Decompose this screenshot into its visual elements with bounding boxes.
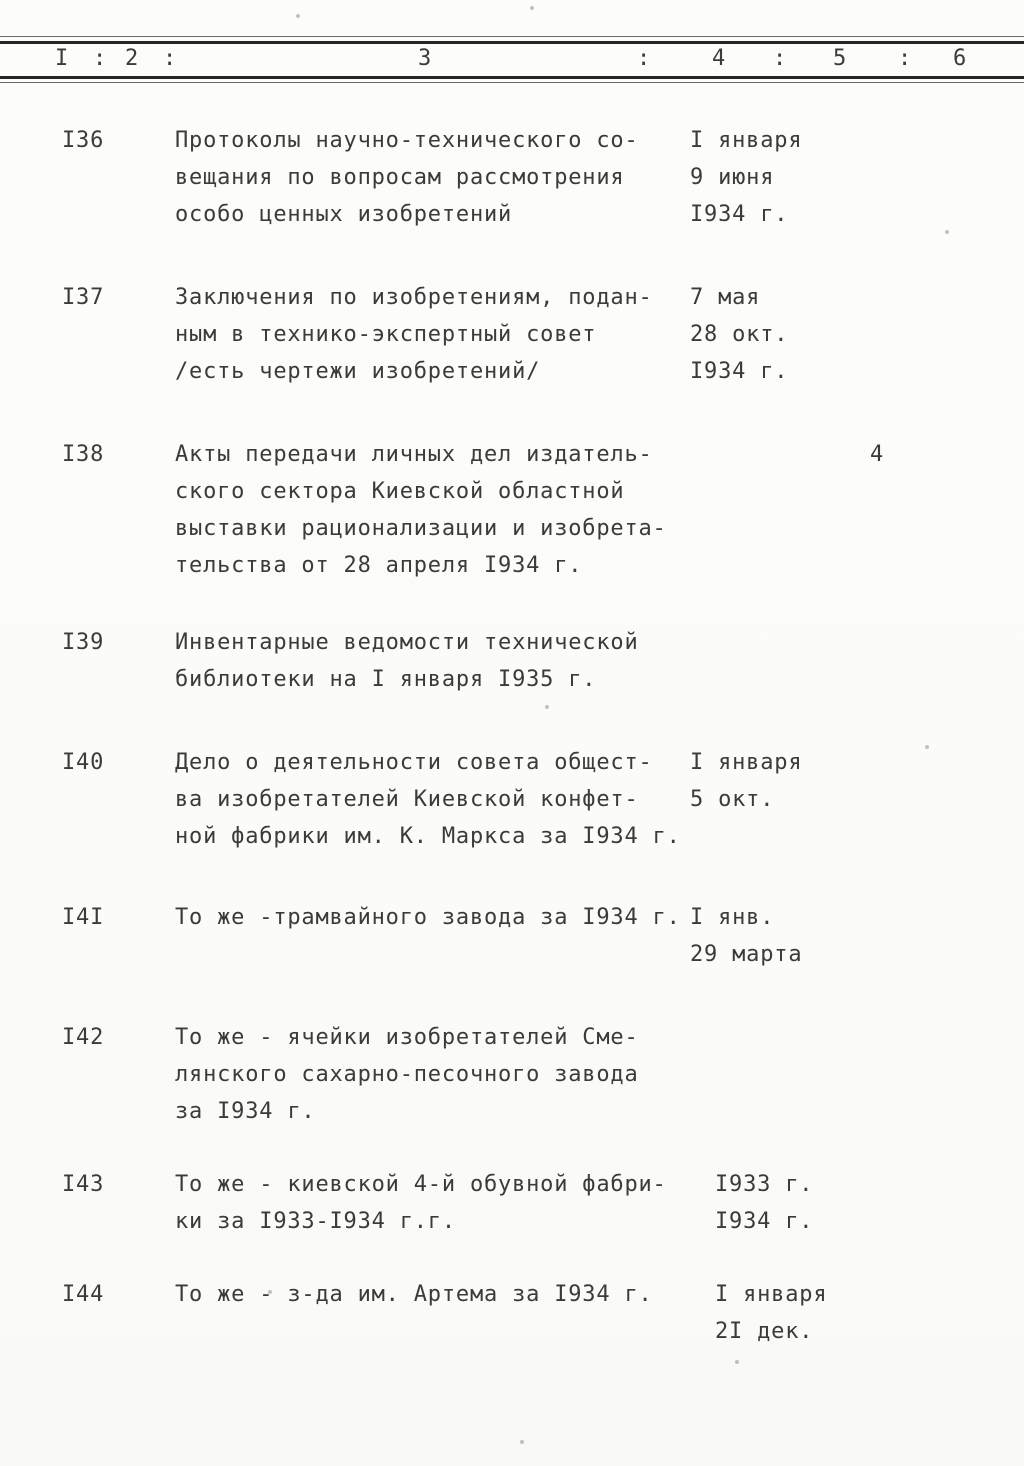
header-rule-bottom-thin: [0, 82, 1024, 83]
scan-noise-dot: [945, 230, 949, 234]
item-number: I4I: [62, 905, 105, 930]
date-line: I янв.: [690, 905, 775, 930]
column-label-2: 2: [125, 46, 140, 71]
description-line: Инвентарные ведомости технической: [175, 630, 639, 655]
description-line: ным в технико-экспертный совет: [175, 322, 597, 347]
item-description: [175, 899, 690, 936]
item-description: [175, 122, 690, 233]
description-line: Заключения по изобретениям, подан-: [175, 285, 653, 310]
column-label-6: 6: [953, 46, 968, 71]
description-line: То же - ячейки изобретателей Сме-: [175, 1025, 639, 1050]
date-line: 29 марта: [690, 942, 803, 967]
item-dates: [690, 122, 860, 233]
item-number: I44: [62, 1282, 105, 1307]
inventory-row-139: [0, 624, 1024, 698]
header-rule-bottom-thick: [0, 76, 1024, 79]
item-number: I42: [62, 1025, 105, 1050]
column-label-5: 5: [833, 46, 848, 71]
item-dates: [690, 744, 860, 818]
item-dates: [690, 899, 860, 973]
item-description: [175, 624, 690, 698]
date-line: 7 мая: [690, 285, 761, 310]
description-line: лянского сахарно-песочного завода: [175, 1062, 639, 1087]
date-line: I933 г.: [715, 1172, 814, 1197]
item-number: I38: [62, 442, 105, 467]
date-line: I января: [715, 1282, 828, 1307]
column-label-3: 3: [418, 46, 433, 71]
date-line: I934 г.: [690, 359, 789, 384]
scan-noise-dot: [296, 14, 300, 18]
item-number: I37: [62, 285, 105, 310]
date-line: I января: [690, 750, 803, 775]
item-number: I43: [62, 1172, 105, 1197]
inventory-row-137: [0, 279, 1024, 390]
item-sheet-count: 4: [870, 442, 885, 467]
description-line: ной фабрики им. К. Маркса за I934 г.: [175, 824, 681, 849]
inventory-row-142: [0, 1019, 1024, 1130]
item-number: I40: [62, 750, 105, 775]
inventory-entries: [0, 122, 1024, 1396]
scan-noise-dot: [520, 1440, 524, 1444]
item-number: I36: [62, 128, 105, 153]
description-line: То же - з-да им. Артема за I934 г.: [175, 1282, 653, 1307]
description-line: То же - киевской 4-й обувной фабри-: [175, 1172, 667, 1197]
item-description: [175, 1166, 690, 1240]
scan-noise-dot: [545, 705, 549, 709]
description-line: То же -трамвайного завода за I934 г.: [175, 905, 681, 930]
item-description: [175, 744, 690, 855]
item-dates: [690, 1166, 885, 1240]
item-description: [175, 436, 690, 584]
column-separator: :: [93, 46, 108, 71]
inventory-row-141: [0, 899, 1024, 973]
date-line: I января: [690, 128, 803, 153]
inventory-row-144: [0, 1276, 1024, 1350]
inventory-row-140: [0, 744, 1024, 855]
scan-noise-dot: [530, 6, 534, 10]
column-header-row: [0, 44, 1024, 74]
column-separator: :: [637, 46, 652, 71]
scan-noise-dot: [268, 1290, 272, 1294]
description-line: /есть чертежи изобретений/: [175, 359, 541, 384]
item-description: [175, 279, 690, 390]
date-line: 28 окт.: [690, 322, 789, 347]
description-line: ки за I933-I934 г.г.: [175, 1209, 456, 1234]
item-dates: [690, 1276, 885, 1350]
description-line: особо ценных изобретений: [175, 202, 513, 227]
date-line: I934 г.: [690, 202, 789, 227]
column-separator: :: [163, 46, 178, 71]
description-line: Акты передачи личных дел издатель-: [175, 442, 653, 467]
description-line: ва изобретателей Киевской конфет-: [175, 787, 639, 812]
description-line: Дело о деятельности совета общест-: [175, 750, 653, 775]
scan-noise-dot: [925, 745, 929, 749]
header-rule-top-thin: [0, 36, 1024, 37]
column-separator: :: [898, 46, 913, 71]
item-dates: [690, 279, 860, 390]
description-line: выставки рационализации и изобрета-: [175, 516, 667, 541]
item-description: [175, 1276, 690, 1313]
item-number: I39: [62, 630, 105, 655]
description-line: тельства от 28 апреля I934 г.: [175, 553, 583, 578]
description-line: вещания по вопросам рассмотрения: [175, 165, 625, 190]
description-line: ского сектора Киевской областной: [175, 479, 625, 504]
date-line: 5 окт.: [690, 787, 775, 812]
date-line: I934 г.: [715, 1209, 814, 1234]
description-line: библиотеки на I января I935 г.: [175, 667, 597, 692]
date-line: 2I дек.: [715, 1319, 814, 1344]
column-label-4: 4: [712, 46, 727, 71]
scan-noise-dot: [735, 1360, 739, 1364]
inventory-row-138: [0, 436, 1024, 584]
column-label-1: I: [55, 46, 70, 71]
inventory-row-143: [0, 1166, 1024, 1240]
date-line: 9 июня: [690, 165, 775, 190]
column-separator: :: [773, 46, 788, 71]
inventory-row-136: [0, 122, 1024, 233]
description-line: Протоколы научно-технического со-: [175, 128, 639, 153]
description-line: за I934 г.: [175, 1099, 316, 1124]
item-description: [175, 1019, 690, 1130]
